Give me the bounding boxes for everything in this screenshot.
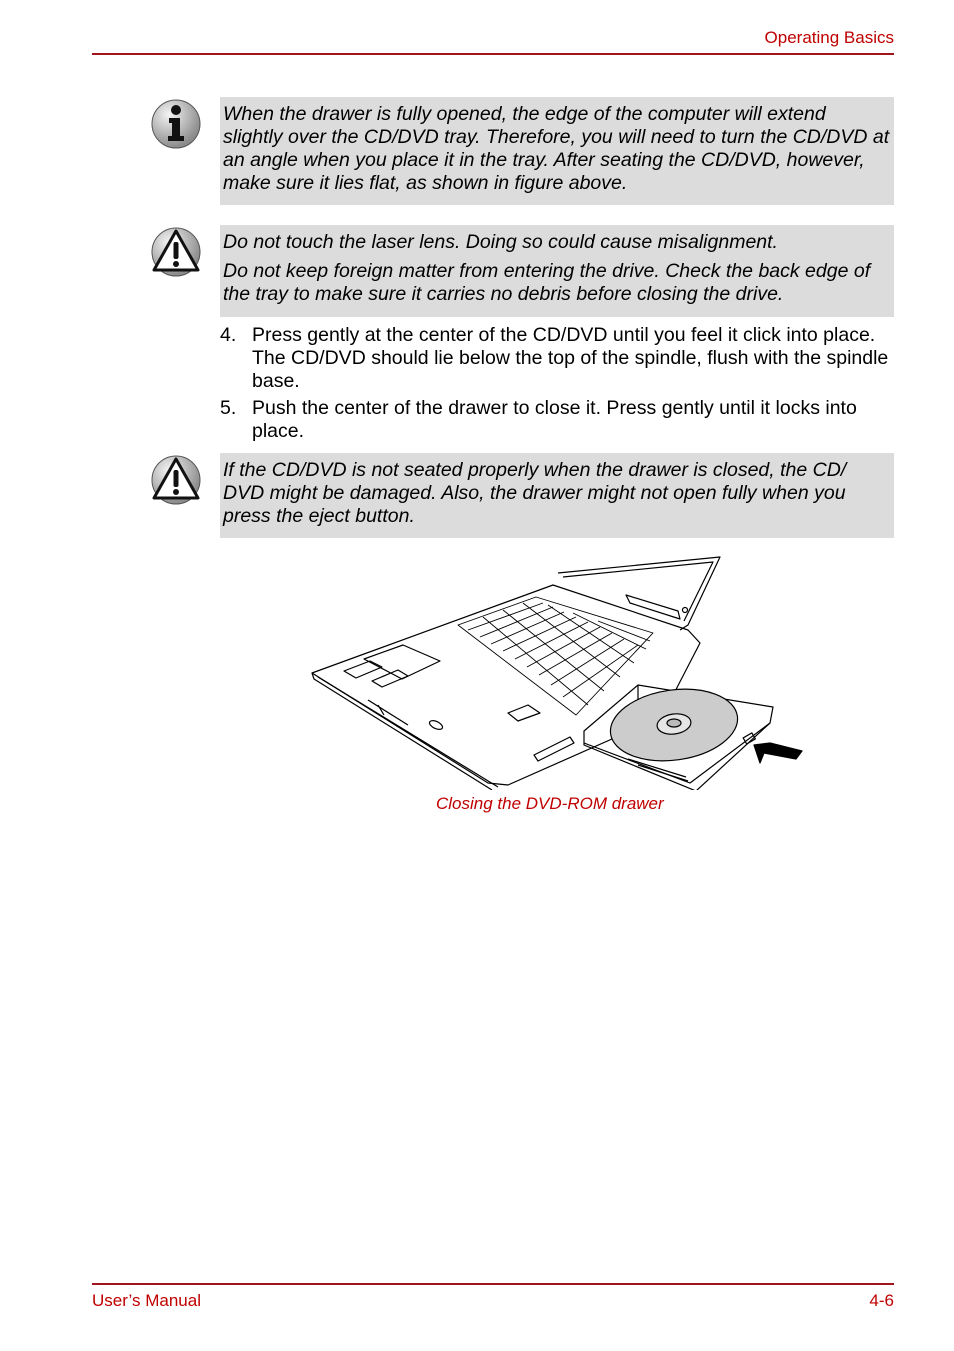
caution-note-1 — [220, 225, 894, 317]
page-number: 4-6 — [869, 1291, 894, 1310]
step-text: Push the center of the drawer to close it. Press gently until it locks into place. — [252, 397, 857, 442]
figure-caption: Closing the DVD-ROM drawer — [436, 794, 664, 813]
header-rule — [92, 53, 894, 55]
list-item — [220, 324, 894, 393]
warning-icon — [150, 454, 202, 506]
header-section-title: Operating Basics — [764, 28, 894, 47]
caution-1-paragraph-2: Do not keep foreign matter from entering the drive. Check the back edge of the tray to make sure it carries no debris before closing the drive. — [223, 260, 871, 305]
step-number: 4. — [220, 324, 237, 346]
step-number: 5. — [220, 397, 237, 419]
warning-icon — [150, 226, 202, 278]
info-note-text: When the drawer is fully opened, the edge of the computer will extend slightly over the CD/DVD tray. Therefore, you will need to turn the CD/DVD at an angle when you place it in the tray. After seating the CD/DVD, however, make sure it lies flat, as shown in figure above. — [223, 103, 890, 194]
info-icon — [150, 98, 202, 150]
laptop-dvd-drawer-illustration — [308, 555, 808, 790]
list-item — [220, 397, 894, 443]
footer-rule — [92, 1283, 894, 1285]
caution-note-2 — [220, 453, 894, 538]
caution-2-text: If the CD/DVD is not seated properly when the drawer is closed, the CD/ DVD might be damaged. Also, the drawer might not open fully when you press the eject button. — [223, 459, 847, 527]
caution-1-paragraph-1: Do not touch the laser lens. Doing so could cause misalignment. — [223, 231, 778, 253]
step-text: Press gently at the center of the CD/DVD until you feel it click into place. The CD/DVD should lie below the top of the spindle, flush with the spindle base. — [252, 324, 889, 392]
info-note — [220, 97, 894, 205]
footer-manual-title: User’s Manual — [92, 1291, 201, 1310]
step-list — [220, 324, 894, 447]
